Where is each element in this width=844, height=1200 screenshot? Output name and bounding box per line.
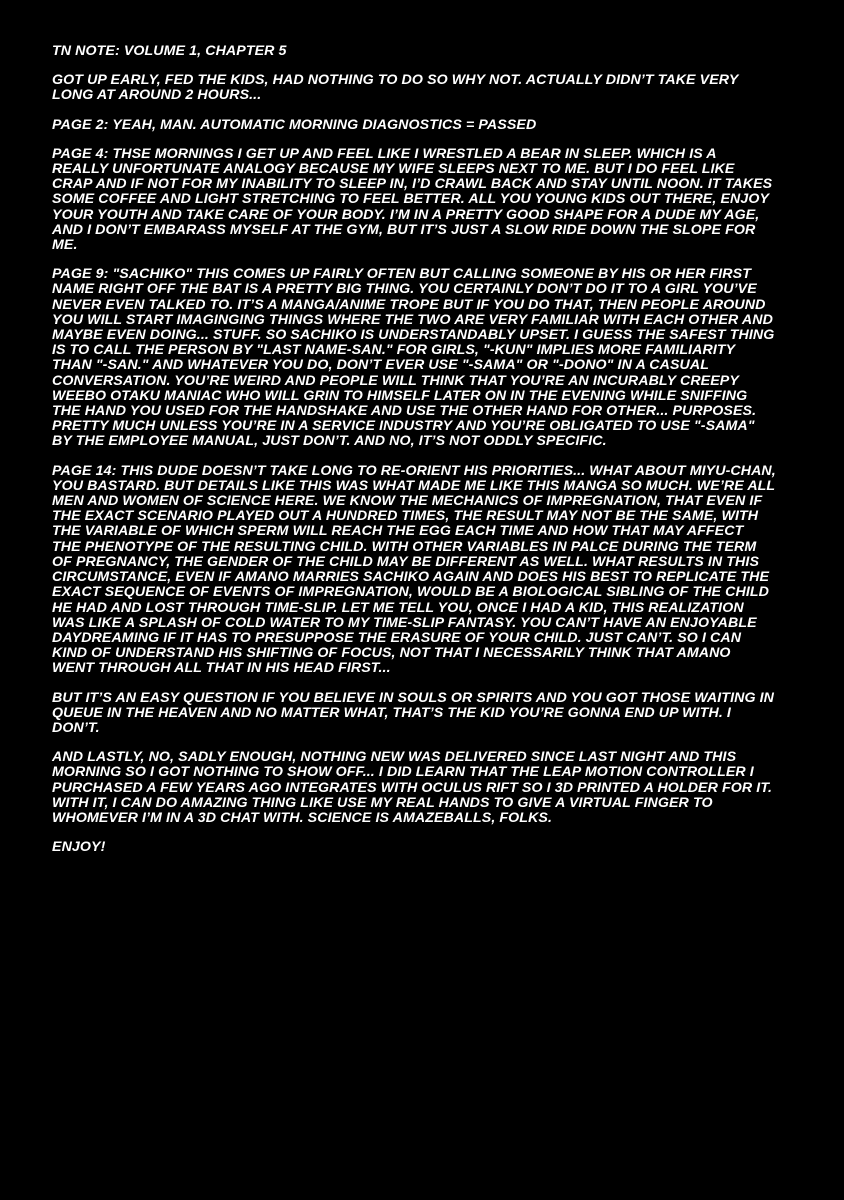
translator-note-page — [52, 44, 776, 869]
note-intro: GOT UP EARLY, FED THE KIDS, HAD NOTHING TO DO SO WHY NOT. ACTUALLY DIDN’T TAKE VERY LONG AT AROUND 2 HOURS... — [52, 72, 739, 104]
note-page-9: PAGE 9: "SACHIKO" THIS COMES UP FAIRLY OFTEN BUT CALLING SOMEONE BY HIS OR HER FIRST NAME RIGHT OFF THE BAT IS A PRETTY BIG THING. YOU CERTAINLY DON’T DO IT TO A GIRL YOU’VE NEVER EVEN TALKED TO. IT’S A MANGA/ANIME TROPE BUT IF YOU DO THAT, THEN PEOPLE AROUND YOU WILL START IMAGINGING THINGS WHERE THE TWO ARE VERY FAMILIAR WITH EACH OTHER AND MAYBE EVEN DOING... STUFF. SO SACHIKO IS UNDERSTANDABLY UPSET. I GUESS THE SAFEST THING IS TO CALL THE PERSON BY "LAST NAME-SAN." FOR GIRLS, "-KUN" IMPLIES MORE FAMILIARITY THAN "-SAN." AND WHATEVER YOU DO, DON’T EVER USE "-SAMA" OR "-DONO" IN A CASUAL CONVERSATION. YOU’RE WEIRD AND PEOPLE WILL THINK THAT YOU’RE AN INCURABLY CREEPY WEEBO OTAKU MANIAC WHO WILL GRIN TO HIMSELF LATER ON IN THE EVENING WHILE SNIFFING THE HAND YOU USED FOR THE HANDSHAKE AND USE THE OTHER HAND FOR OTHER... PURPOSES. PRETTY MUCH UNLESS YOU’RE IN A SERVICE INDUSTRY AND YOU’RE OBLIGATED TO USE "-SAMA" BY THE EMPLOYEE MANUAL, JUST DON’T. AND NO, IT’S NOT ODDLY SPECIFIC. — [52, 266, 775, 450]
note-lastly-paragraph: AND LASTLY, NO, SADLY ENOUGH, NOTHING NEW WAS DELIVERED SINCE LAST NIGHT AND THIS MORNING SO I GOT NOTHING TO SHOW OFF... I DID LEARN THAT THE LEAP MOTION CONTROLLER I PURCHASED A FEW YEARS AGO INTEGRATES WITH OCULUS RIFT SO I 3D PRINTED A HOLDER FOR IT. WITH IT, I CAN DO AMAZING THING LIKE USE MY REAL HANDS TO GIVE A VIRTUAL FINGER TO WHOMEVER I’M IN A 3D CHAT WITH. SCIENCE IS AMAZEBALLS, FOLKS. — [52, 749, 773, 826]
note-heading: TN NOTE: VOLUME 1, CHAPTER 5 — [52, 43, 287, 59]
note-closing: ENJOY! — [52, 839, 106, 856]
note-souls-paragraph: BUT IT’S AN EASY QUESTION IF YOU BELIEVE IN SOULS OR SPIRITS AND YOU GOT THOSE WAITING IN QUEUE IN THE HEAVEN AND NO MATTER WHAT, THAT’S THE KID YOU’RE GONNA END UP WITH. I DON’T. — [52, 689, 775, 736]
note-page-14: PAGE 14: THIS DUDE DOESN’T TAKE LONG TO RE-ORIENT HIS PRIORITIES... WHAT ABOUT MIYU-CHAN, YOU BASTARD. BUT DETAILS LIKE THIS WAS WHAT MADE ME LIKE THIS MANGA SO MUCH. WE’RE ALL MEN AND WOMEN OF SCIENCE HERE. WE KNOW THE MECHANICS OF IMPREGNATION, THAT EVEN IF THE EXACT SCENARIO PLAYED OUT A HUNDRED TIMES, THE RESULT MAY NOT BE THE SAME, WITH THE VARIABLE OF WHICH SPERM WILL REACH THE EGG EACH TIME AND HOW THAT MAY AFFECT THE PHENOTYPE OF THE RESULTING CHILD. WITH OTHER VARIABLES IN PALCE DURING THE TERM OF PREGNANCY, THE GENDER OF THE CHILD MAY BE DIFFERENT AS WELL. WHAT RESULTS IN THIS CIRCUMSTANCE, EVEN IF AMANO MARRIES SACHIKO AGAIN AND DOES HIS BEST TO REPLICATE THE EXACT SEQUENCE OF EVENTS OF IMPREGNATION, WOULD BE A BIOLOGICAL SIBLING OF THE CHILD HE HAD AND LOST THROUGH TIME-SLIP. LET ME TELL YOU, ONCE I HAD A KID, THIS REALIZATION WAS LIKE A SPLASH OF COLD WATER TO MY TIME-SLIP FANTASY. YOU CAN’T HAVE AN ENJOYABLE DAYDREAMING IF IT HAS TO PRESUPPOSE THE ERASURE OF YOUR CHILD. JUST CAN’T. SO I CAN KIND OF UNDERSTAND HIS SHIFTING OF FOCUS, NOT THAT I NECESSARILY THINK THAT AMANO WENT THROUGH ALL THAT IN HIS HEAD FIRST... — [52, 462, 776, 677]
note-page-2: PAGE 2: YEAH, MAN. AUTOMATIC MORNING DIAGNOSTICS = PASSED — [52, 116, 537, 133]
note-page-4: PAGE 4: THSE MORNINGS I GET UP AND FEEL LIKE I WRESTLED A BEAR IN SLEEP. WHICH IS A REALLY UNFORTUNATE ANALOGY BECAUSE MY WIFE SLEEPS NEXT TO ME. BUT I DO FEEL LIKE CRAP AND IF NOT FOR MY INABILITY TO SLEEP IN, I’D CRAWL BACK AND STAY UNTIL NOON. IT TAKES SOME COFFEE AND LIGHT STRETCHING TO FEEL BETTER. ALL YOU YOUNG KIDS OUT THERE, ENJOY YOUR YOUTH AND TAKE CARE OF YOUR BODY. I’M IN A PRETTY GOOD SHAPE FOR A DUDE MY AGE, AND I DON’T EMBARASS MYSELF AT THE GYM, BUT IT’S JUST A SLOW RIDE DOWN THE SLOPE FOR ME. — [52, 145, 773, 254]
